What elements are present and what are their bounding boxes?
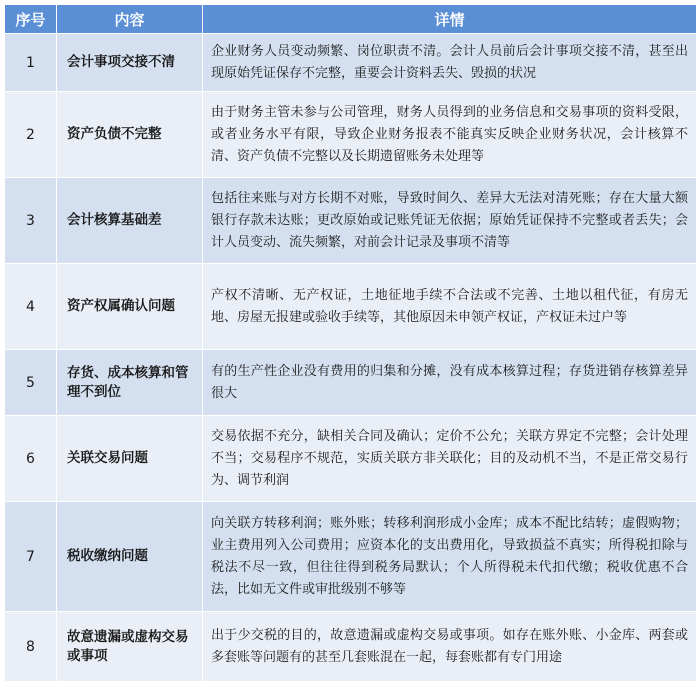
- header-item: 内容: [57, 5, 203, 34]
- table-row: [5, 264, 697, 350]
- row-detail: 向关联方转移利润；账外账；转移利润形成小金库；成本不配比结转；虚假购物；业主费用列入公司费用；应资本化的支出费用化，导致损益不真实；所得税扣除与税法不尽一致，但往往得到税务局默认；个人所得税未代扣代缴；税收优惠不合法，比如无文件或审批级别不够等: [203, 502, 697, 612]
- row-no: 6: [5, 416, 57, 502]
- row-no: 5: [5, 350, 57, 416]
- row-no: 8: [5, 612, 57, 682]
- row-detail: 出于少交税的目的，故意遗漏或虚构交易或事项。如存在账外账、小金库、两套或多套账等问题有的甚至几套账混在一起，每套账都有专门用途: [203, 612, 697, 682]
- table-row: [5, 416, 697, 502]
- row-item: 存货、成本核算和管理不到位: [57, 350, 203, 416]
- table-row: [5, 92, 697, 178]
- row-item: 故意遗漏或虚构交易或事项: [57, 612, 203, 682]
- header-no: 序号: [5, 5, 57, 34]
- row-no: 7: [5, 502, 57, 612]
- row-detail: 产权不清晰、无产权证，土地征地手续不合法或不完善、土地以租代征，有房无地、房屋无报建或验收手续等，其他原因未申领产权证，产权证未过户等: [203, 264, 697, 350]
- table-row: [5, 350, 697, 416]
- row-item: 资产权属确认问题: [57, 264, 203, 350]
- header-detail: 详情: [203, 5, 697, 34]
- row-detail: 交易依据不充分，缺相关合同及确认；定价不公允；关联方界定不完整；会计处理不当；交易程序不规范，实质关联方非关联化；目的及动机不当，不是正常交易行为、调节利润: [203, 416, 697, 502]
- row-no: 4: [5, 264, 57, 350]
- risk-table: [4, 4, 697, 682]
- table-row: [5, 34, 697, 92]
- row-item: 资产负债不完整: [57, 92, 203, 178]
- row-detail: 企业财务人员变动频繁、岗位职责不清。会计人员前后会计事项交接不清，甚至出现原始凭证保存不完整，重要会计资料丢失、毁损的状况: [203, 34, 697, 92]
- risk-table-container: [4, 4, 696, 689]
- row-detail: 有的生产性企业没有费用的归集和分摊，没有成本核算过程；存货进销存核算差异很大: [203, 350, 697, 416]
- row-detail: 包括往来账与对方长期不对账，导致时间久、差异大无法对清死账；存在大量大额银行存款未达账；更改原始或记账凭证无依据；原始凭证保持不完整或者丢失；会计人员变动、流失频繁，对前会计记录及事项不清等: [203, 178, 697, 264]
- row-item: 会计核算基础差: [57, 178, 203, 264]
- row-item: 会计事项交接不清: [57, 34, 203, 92]
- row-no: 1: [5, 34, 57, 92]
- row-no: 3: [5, 178, 57, 264]
- row-item: 税收缴纳问题: [57, 502, 203, 612]
- table-row: [5, 502, 697, 612]
- table-row: [5, 178, 697, 264]
- row-item: 关联交易问题: [57, 416, 203, 502]
- row-no: 2: [5, 92, 57, 178]
- row-detail: 由于财务主管未参与公司管理，财务人员得到的业务信息和交易事项的资料受限，或者业务水平有限，导致企业财务报表不能真实反映企业财务状况，会计核算不清、资产负债不完整以及长期遗留账务未处理等: [203, 92, 697, 178]
- table-row: [5, 612, 697, 682]
- table-header-row: [5, 5, 697, 34]
